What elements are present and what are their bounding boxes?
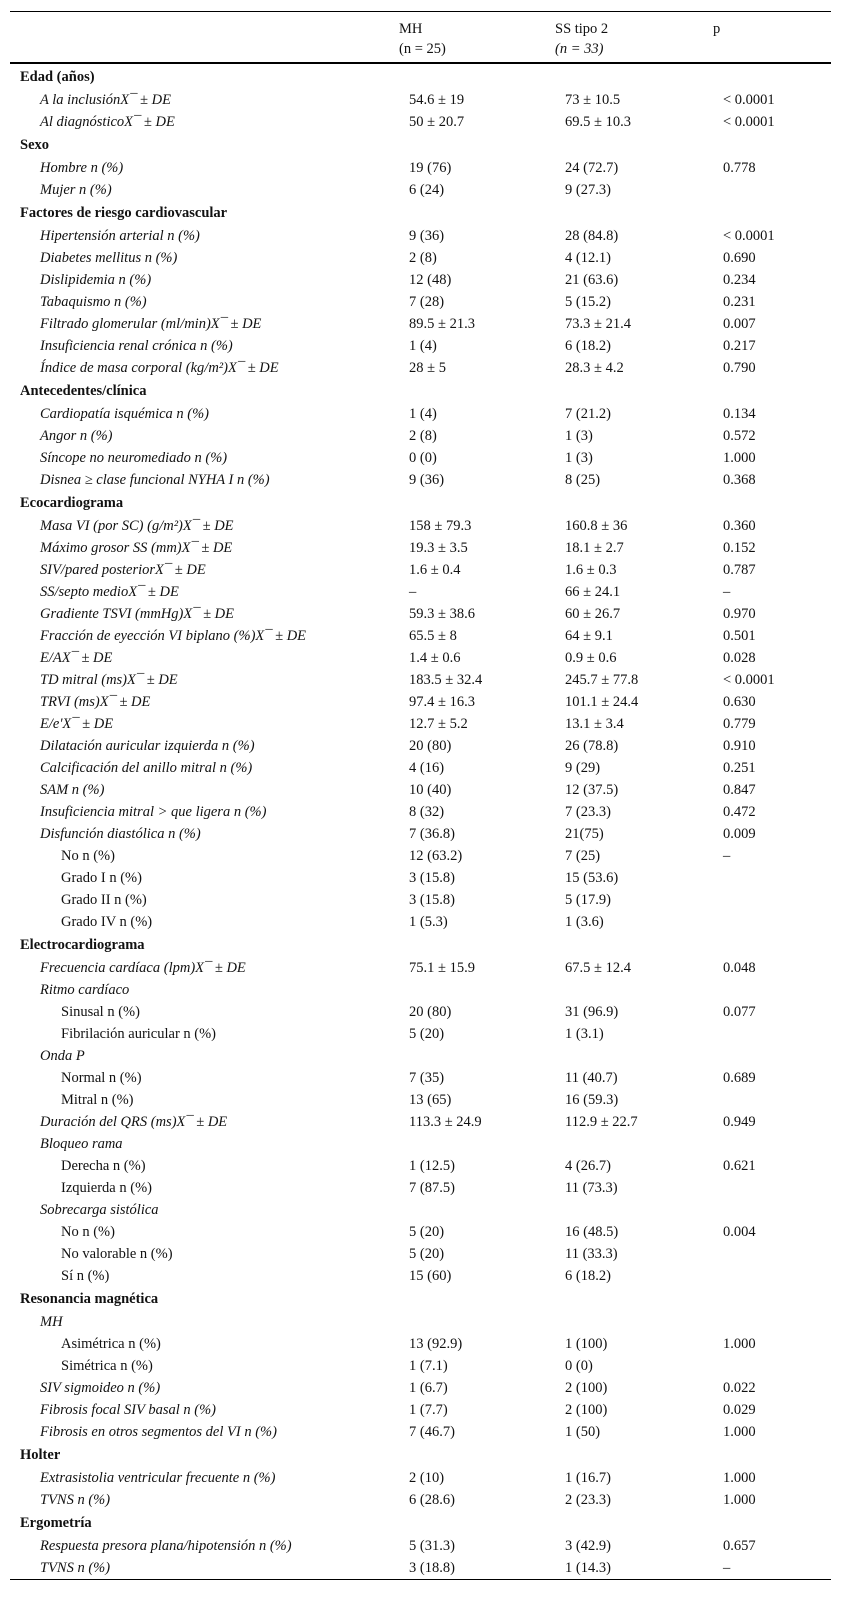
table-subrow (10, 1177, 831, 1199)
value-mh: 3 (15.8) (409, 892, 455, 908)
section-header-row (10, 1287, 831, 1311)
row-label: No n (%) (61, 848, 115, 864)
table-row (10, 515, 831, 537)
value-mh: 89.5 ± 21.3 (409, 316, 475, 332)
row-label: E/e'X¯ ± DE (40, 716, 114, 732)
value-mh: – (409, 584, 417, 600)
table-row (10, 179, 831, 201)
table-row (10, 269, 831, 291)
value-p: < 0.0001 (723, 228, 775, 244)
value-ss: 0.9 ± 0.6 (565, 650, 617, 666)
value-mh: 5 (31.3) (409, 1538, 455, 1554)
table-row (10, 647, 831, 669)
value-p: 0.077 (723, 1004, 756, 1020)
value-mh: 7 (35) (409, 1070, 445, 1086)
table-row (10, 779, 831, 801)
table-row (10, 1311, 831, 1333)
section-title: Antecedentes/clínica (20, 383, 147, 399)
value-mh: 13 (65) (409, 1092, 452, 1108)
row-label: Derecha n (%) (61, 1158, 146, 1174)
value-ss: 60 ± 26.7 (565, 606, 621, 622)
table-row (10, 1557, 831, 1579)
value-mh: 4 (16) (409, 760, 445, 776)
row-label: Grado II n (%) (61, 892, 147, 908)
section-title: Resonancia magnética (20, 1291, 159, 1307)
table-row (10, 1045, 831, 1067)
table-subrow (10, 1023, 831, 1045)
row-label: A la inclusiónX¯ ± DE (40, 92, 171, 108)
section-header-row (10, 201, 831, 225)
value-mh: 2 (10) (409, 1470, 445, 1486)
row-label: Al diagnósticoX¯ ± DE (40, 114, 175, 130)
section-header-row (10, 491, 831, 515)
value-mh: 1.4 ± 0.6 (409, 650, 461, 666)
row-label: E/AX¯ ± DE (40, 650, 113, 666)
value-mh: 59.3 ± 38.6 (409, 606, 475, 622)
row-label: Angor n (%) (40, 428, 113, 444)
value-mh: 13 (92.9) (409, 1336, 463, 1352)
value-mh: 1 (5.3) (409, 914, 448, 930)
row-label: Disnea ≥ clase funcional NYHA I n (%) (40, 472, 270, 488)
table-row (10, 801, 831, 823)
table-row (10, 225, 831, 247)
row-label: TVNS n (%) (40, 1560, 111, 1576)
value-ss: 9 (27.3) (565, 182, 611, 198)
row-label: Insuficiencia mitral > que ligera n (%) (40, 804, 267, 820)
row-label: Dilatación auricular izquierda n (%) (40, 738, 255, 754)
row-label: Fibrilación auricular n (%) (61, 1026, 217, 1042)
row-label: Hombre n (%) (40, 160, 124, 176)
row-label: No valorable n (%) (61, 1246, 173, 1262)
table-subrow (10, 1265, 831, 1287)
table-row (10, 111, 831, 133)
table-bottom-rule (10, 1579, 831, 1580)
value-mh: 2 (8) (409, 428, 437, 444)
value-p: 0.779 (723, 716, 756, 732)
value-ss: 73 ± 10.5 (565, 92, 621, 108)
value-ss: 160.8 ± 36 (565, 518, 628, 534)
table-header (10, 12, 831, 62)
value-p: – (723, 848, 731, 864)
value-p: 0.007 (723, 316, 756, 332)
row-label: Mitral n (%) (61, 1092, 134, 1108)
section-header-row (10, 379, 831, 403)
row-label: Simétrica n (%) (61, 1358, 153, 1374)
value-p: < 0.0001 (723, 672, 775, 688)
value-ss: 73.3 ± 21.4 (565, 316, 631, 332)
value-p: 0.004 (723, 1224, 756, 1240)
value-mh: 9 (36) (409, 472, 445, 488)
value-mh: 0 (0) (409, 450, 437, 466)
row-label: Cardiopatía isquémica n (%) (40, 406, 210, 422)
value-ss: 16 (48.5) (565, 1224, 619, 1240)
value-mh: 3 (18.8) (409, 1560, 455, 1576)
value-mh: 7 (87.5) (409, 1180, 455, 1196)
value-ss: 245.7 ± 77.8 (565, 672, 639, 688)
row-label: Índice de masa corporal (kg/m²)X¯ ± DE (40, 360, 279, 376)
row-label: SIV/pared posteriorX¯ ± DE (40, 562, 206, 578)
table-row (10, 581, 831, 603)
value-ss: 1 (3.1) (565, 1026, 604, 1042)
table-subrow (10, 911, 831, 933)
table-row (10, 979, 831, 1001)
row-label: TVNS n (%) (40, 1492, 111, 1508)
table-row (10, 537, 831, 559)
value-p: 0.501 (723, 628, 756, 644)
value-p: 0.231 (723, 294, 756, 310)
value-mh: 12.7 ± 5.2 (409, 716, 468, 732)
section-header-row (10, 1511, 831, 1535)
table-row (10, 735, 831, 757)
value-ss: 9 (29) (565, 760, 601, 776)
value-mh: 1 (7.1) (409, 1358, 448, 1374)
value-ss: 1 (100) (565, 1336, 608, 1352)
table-row (10, 1489, 831, 1511)
row-label: Frecuencia cardíaca (lpm)X¯ ± DE (40, 960, 246, 976)
row-label: SAM n (%) (40, 782, 105, 798)
value-ss: 24 (72.7) (565, 160, 619, 176)
table-subrow (10, 1355, 831, 1377)
value-p: 0.134 (723, 406, 756, 422)
value-ss: 7 (23.3) (565, 804, 611, 820)
value-p: 0.970 (723, 606, 756, 622)
section-header-row (10, 1443, 831, 1467)
value-ss: 8 (25) (565, 472, 601, 488)
row-label: Masa VI (por SC) (g/m²)X¯ ± DE (40, 518, 234, 534)
table-subrow (10, 845, 831, 867)
value-mh: 19.3 ± 3.5 (409, 540, 468, 556)
table-subrow (10, 1089, 831, 1111)
value-mh: 6 (24) (409, 182, 445, 198)
comparison-table (10, 11, 831, 1580)
value-mh: 10 (40) (409, 782, 452, 798)
table-row (10, 425, 831, 447)
table-row (10, 669, 831, 691)
value-ss: 26 (78.8) (565, 738, 619, 754)
value-mh: 8 (32) (409, 804, 445, 820)
value-ss: 2 (100) (565, 1402, 608, 1418)
table-row (10, 403, 831, 425)
value-p: 0.787 (723, 562, 756, 578)
value-p: 0.630 (723, 694, 756, 710)
value-ss: 16 (59.3) (565, 1092, 619, 1108)
value-p: 1.000 (723, 1470, 756, 1486)
table-subrow (10, 889, 831, 911)
value-p: 0.572 (723, 428, 756, 444)
row-label: Respuesta presora plana/hipotensión n (%) (40, 1538, 292, 1554)
header-mh (399, 19, 446, 59)
value-p: – (723, 1560, 731, 1576)
row-label: No n (%) (61, 1224, 115, 1240)
section-title: Sexo (20, 137, 49, 153)
row-label: Calcificación del anillo mitral n (%) (40, 760, 253, 776)
value-p: 0.251 (723, 760, 756, 776)
table-row (10, 1421, 831, 1443)
row-label: Normal n (%) (61, 1070, 142, 1086)
value-p: 0.028 (723, 650, 756, 666)
table-subrow (10, 1221, 831, 1243)
header-mh-title: MH (399, 21, 423, 37)
value-mh: 19 (76) (409, 160, 452, 176)
row-label: Sinusal n (%) (61, 1004, 140, 1020)
section-title: Ergometría (20, 1515, 92, 1531)
value-p: 0.778 (723, 160, 756, 176)
value-ss: 18.1 ± 2.7 (565, 540, 624, 556)
row-label: Máximo grosor SS (mm)X¯ ± DE (40, 540, 233, 556)
row-label: SIV sigmoideo n (%) (40, 1380, 161, 1396)
table-row (10, 823, 831, 845)
value-ss: 66 ± 24.1 (565, 584, 621, 600)
table-row (10, 603, 831, 625)
table-row (10, 291, 831, 313)
value-p: 0.621 (723, 1158, 756, 1174)
value-ss: 2 (23.3) (565, 1492, 611, 1508)
row-label: TRVI (ms)X¯ ± DE (40, 694, 151, 710)
value-p: 0.368 (723, 472, 756, 488)
value-mh: 3 (15.8) (409, 870, 455, 886)
value-ss: 1 (50) (565, 1424, 601, 1440)
table-row (10, 1199, 831, 1221)
value-ss: 1 (14.3) (565, 1560, 611, 1576)
value-ss: 69.5 ± 10.3 (565, 114, 631, 130)
value-p: 0.657 (723, 1538, 756, 1554)
row-label: SS/septo medioX¯ ± DE (40, 584, 179, 600)
value-ss: 101.1 ± 24.4 (565, 694, 639, 710)
section-header-row (10, 133, 831, 157)
row-label: Ritmo cardíaco (40, 982, 130, 998)
value-ss: 11 (73.3) (565, 1180, 618, 1196)
value-p: 0.152 (723, 540, 756, 556)
table-subrow (10, 1067, 831, 1089)
header-ss-title: SS tipo 2 (555, 21, 609, 37)
row-label: Disfunción diastólica n (%) (40, 826, 201, 842)
table-row (10, 469, 831, 491)
row-label: Grado IV n (%) (61, 914, 153, 930)
row-label: Duración del QRS (ms)X¯ ± DE (40, 1114, 228, 1130)
section-header-row (10, 933, 831, 957)
value-p: 0.847 (723, 782, 756, 798)
value-ss: 6 (18.2) (565, 338, 611, 354)
row-label: Hipertensión arterial n (%) (40, 228, 200, 244)
value-ss: 1 (3) (565, 428, 593, 444)
value-mh: 7 (46.7) (409, 1424, 455, 1440)
value-mh: 5 (20) (409, 1026, 445, 1042)
table-row (10, 247, 831, 269)
row-label: Diabetes mellitus n (%) (40, 250, 178, 266)
value-p: 0.689 (723, 1070, 756, 1086)
value-p: 0.910 (723, 738, 756, 754)
value-ss: 2 (100) (565, 1380, 608, 1396)
value-mh: 113.3 ± 24.9 (409, 1114, 482, 1130)
table-row (10, 559, 831, 581)
value-p: 0.690 (723, 250, 756, 266)
value-p: 1.000 (723, 1492, 756, 1508)
row-label: Dislipidemia n (%) (40, 272, 152, 288)
value-mh: 97.4 ± 16.3 (409, 694, 475, 710)
section-header-row (10, 65, 831, 89)
value-ss: 7 (25) (565, 848, 601, 864)
value-ss: 0 (0) (565, 1358, 593, 1374)
section-title: Holter (20, 1447, 61, 1463)
value-p: 1.000 (723, 1424, 756, 1440)
table-row (10, 625, 831, 647)
row-label: Tabaquismo n (%) (40, 294, 147, 310)
table-row (10, 1467, 831, 1489)
table-row (10, 1399, 831, 1421)
value-ss: 15 (53.6) (565, 870, 619, 886)
value-p: 0.234 (723, 272, 756, 288)
value-mh: 20 (80) (409, 1004, 452, 1020)
value-ss: 21 (63.6) (565, 272, 619, 288)
row-label: Grado I n (%) (61, 870, 142, 886)
row-label: Filtrado glomerular (ml/min)X¯ ± DE (40, 316, 262, 332)
value-ss: 3 (42.9) (565, 1538, 611, 1554)
table-subrow (10, 1243, 831, 1265)
table-row (10, 447, 831, 469)
section-title: Ecocardiograma (20, 495, 124, 511)
value-p: 0.217 (723, 338, 756, 354)
value-ss: 28 (84.8) (565, 228, 619, 244)
value-mh: 50 ± 20.7 (409, 114, 465, 130)
table-row (10, 1535, 831, 1557)
value-ss: 1 (16.7) (565, 1470, 611, 1486)
value-ss: 5 (17.9) (565, 892, 611, 908)
value-p: 0.022 (723, 1380, 756, 1396)
value-mh: 12 (63.2) (409, 848, 463, 864)
value-ss: 1.6 ± 0.3 (565, 562, 617, 578)
value-mh: 28 ± 5 (409, 360, 446, 376)
table-subrow (10, 867, 831, 889)
value-mh: 158 ± 79.3 (409, 518, 472, 534)
value-ss: 6 (18.2) (565, 1268, 611, 1284)
value-ss: 67.5 ± 12.4 (565, 960, 631, 976)
value-mh: 1 (12.5) (409, 1158, 455, 1174)
value-p: – (723, 584, 731, 600)
value-mh: 75.1 ± 15.9 (409, 960, 475, 976)
value-mh: 1 (7.7) (409, 1402, 448, 1418)
value-mh: 54.6 ± 19 (409, 92, 465, 108)
table-row (10, 691, 831, 713)
value-mh: 65.5 ± 8 (409, 628, 457, 644)
table-row (10, 357, 831, 379)
value-p: 1.000 (723, 450, 756, 466)
table-subrow (10, 1155, 831, 1177)
value-mh: 6 (28.6) (409, 1492, 455, 1508)
row-label: Extrasistolia ventricular frecuente n (%) (40, 1470, 276, 1486)
value-mh: 20 (80) (409, 738, 452, 754)
row-label: Insuficiencia renal crónica n (%) (40, 338, 233, 354)
value-mh: 7 (28) (409, 294, 445, 310)
row-label: Izquierda n (%) (61, 1180, 152, 1196)
value-ss: 4 (12.1) (565, 250, 611, 266)
value-ss: 21(75) (565, 826, 604, 842)
value-mh: 1 (4) (409, 338, 437, 354)
table-row (10, 157, 831, 179)
table-row (10, 313, 831, 335)
value-ss: 7 (21.2) (565, 406, 611, 422)
value-mh: 5 (20) (409, 1224, 445, 1240)
row-label: Fibrosis focal SIV basal n (%) (40, 1402, 217, 1418)
table-subrow (10, 1001, 831, 1023)
value-mh: 1 (4) (409, 406, 437, 422)
table-row (10, 1133, 831, 1155)
row-label: Fibrosis en otros segmentos del VI n (%) (40, 1424, 277, 1440)
value-mh: 15 (60) (409, 1268, 452, 1284)
section-title: Edad (años) (20, 69, 95, 85)
value-ss: 1 (3.6) (565, 914, 604, 930)
value-p: 0.009 (723, 826, 756, 842)
header-ss-n: (n = 33) (555, 41, 604, 57)
value-p: 0.029 (723, 1402, 756, 1418)
value-ss: 1 (3) (565, 450, 593, 466)
value-ss: 4 (26.7) (565, 1158, 611, 1174)
row-label: Sí n (%) (61, 1268, 110, 1284)
row-label: Sobrecarga sistólica (40, 1202, 159, 1218)
value-ss: 112.9 ± 22.7 (565, 1114, 638, 1130)
value-p: 0.048 (723, 960, 756, 976)
table-body (10, 64, 831, 1579)
value-mh: 7 (36.8) (409, 826, 455, 842)
value-ss: 11 (33.3) (565, 1246, 618, 1262)
value-p: 0.472 (723, 804, 756, 820)
row-label: TD mitral (ms)X¯ ± DE (40, 672, 178, 688)
header-mh-n: (n = 25) (399, 41, 446, 57)
table-subrow (10, 1333, 831, 1355)
value-ss: 11 (40.7) (565, 1070, 618, 1086)
value-mh: 183.5 ± 32.4 (409, 672, 483, 688)
value-mh: 5 (20) (409, 1246, 445, 1262)
row-label: Gradiente TSVI (mmHg)X¯ ± DE (40, 606, 235, 622)
value-ss: 13.1 ± 3.4 (565, 716, 624, 732)
value-ss: 5 (15.2) (565, 294, 611, 310)
value-p: < 0.0001 (723, 114, 775, 130)
value-ss: 64 ± 9.1 (565, 628, 613, 644)
row-label: Síncope no neuromediado n (%) (40, 450, 228, 466)
table-row (10, 713, 831, 735)
row-label: Mujer n (%) (40, 182, 112, 198)
table-row (10, 1377, 831, 1399)
value-ss: 31 (96.9) (565, 1004, 619, 1020)
table-row (10, 957, 831, 979)
value-ss: 28.3 ± 4.2 (565, 360, 624, 376)
value-p: 0.360 (723, 518, 756, 534)
row-label: Onda P (40, 1048, 85, 1064)
section-title: Electrocardiograma (20, 937, 145, 953)
table-row (10, 89, 831, 111)
value-p: 0.790 (723, 360, 756, 376)
value-mh: 1 (6.7) (409, 1380, 448, 1396)
header-ss (555, 19, 608, 59)
value-mh: 12 (48) (409, 272, 452, 288)
table-row (10, 335, 831, 357)
value-mh: 1.6 ± 0.4 (409, 562, 461, 578)
value-p: 1.000 (723, 1336, 756, 1352)
value-mh: 9 (36) (409, 228, 445, 244)
value-p: < 0.0001 (723, 92, 775, 108)
row-label: Asimétrica n (%) (61, 1336, 161, 1352)
value-p: 0.949 (723, 1114, 756, 1130)
table-row (10, 1111, 831, 1133)
value-ss: 12 (37.5) (565, 782, 619, 798)
row-label: Fracción de eyección VI biplano (%)X¯ ± DE (40, 628, 307, 644)
header-p: p (713, 21, 721, 37)
row-label: MH (40, 1314, 63, 1330)
value-mh: 2 (8) (409, 250, 437, 266)
row-label: Bloqueo rama (40, 1136, 123, 1152)
table-row (10, 757, 831, 779)
section-title: Factores de riesgo cardiovascular (20, 205, 228, 221)
